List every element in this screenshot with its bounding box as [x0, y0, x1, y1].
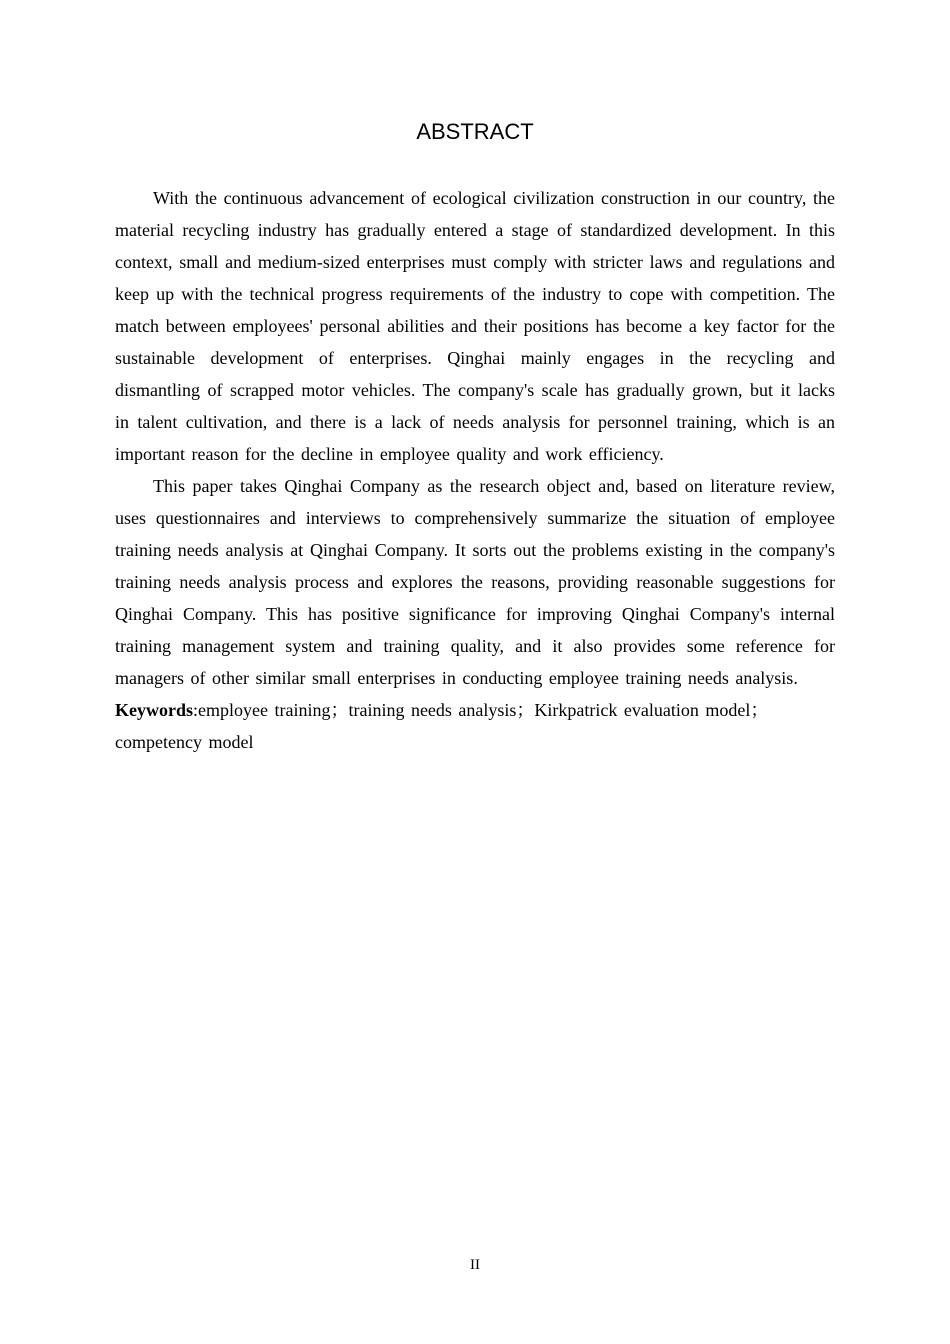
abstract-paragraph-2: This paper takes Qinghai Company as the research object and, based on literature review, uses questionnaires and interviews to comprehensively summarize the situation of employee training needs analysis at Qinghai Company. It sorts out the problems existing in the company's training needs analysis process and explores the reasons, providing reasonable suggestions for Qinghai Company. This has positive significance for improving Qinghai Company's internal training management system and training quality, and it also provides some reference for managers of other similar small enterprises in conducting employee training needs analysis. [115, 476, 835, 688]
page-number: II [470, 1257, 480, 1273]
keywords-line [115, 694, 835, 758]
abstract-body [115, 182, 835, 758]
abstract-paragraph-1: With the continuous advancement of ecological civilization construction in our country, the material recycling industry has gradually entered a stage of standardized development. In this context, small and medium-sized enterprises must comply with stricter laws and regulations and keep up with the technical progress requirements of the industry to cope with competition. The match between employees' personal abilities and their positions has become a key factor for the sustainable development of enterprises. Qinghai mainly engages in the recycling and dismantling of scrapped motor vehicles. The company's scale has gradually grown, but it lacks in talent cultivation, and there is a lack of needs analysis for personnel training, which is an important reason for the decline in employee quality and work efficiency. [115, 188, 835, 464]
keywords-label: Keywords [115, 700, 193, 720]
keywords-text: :employee training；training needs analysis；Kirkpatrick evaluation model；competency model [115, 700, 769, 752]
abstract-title: ABSTRACT [416, 119, 534, 144]
